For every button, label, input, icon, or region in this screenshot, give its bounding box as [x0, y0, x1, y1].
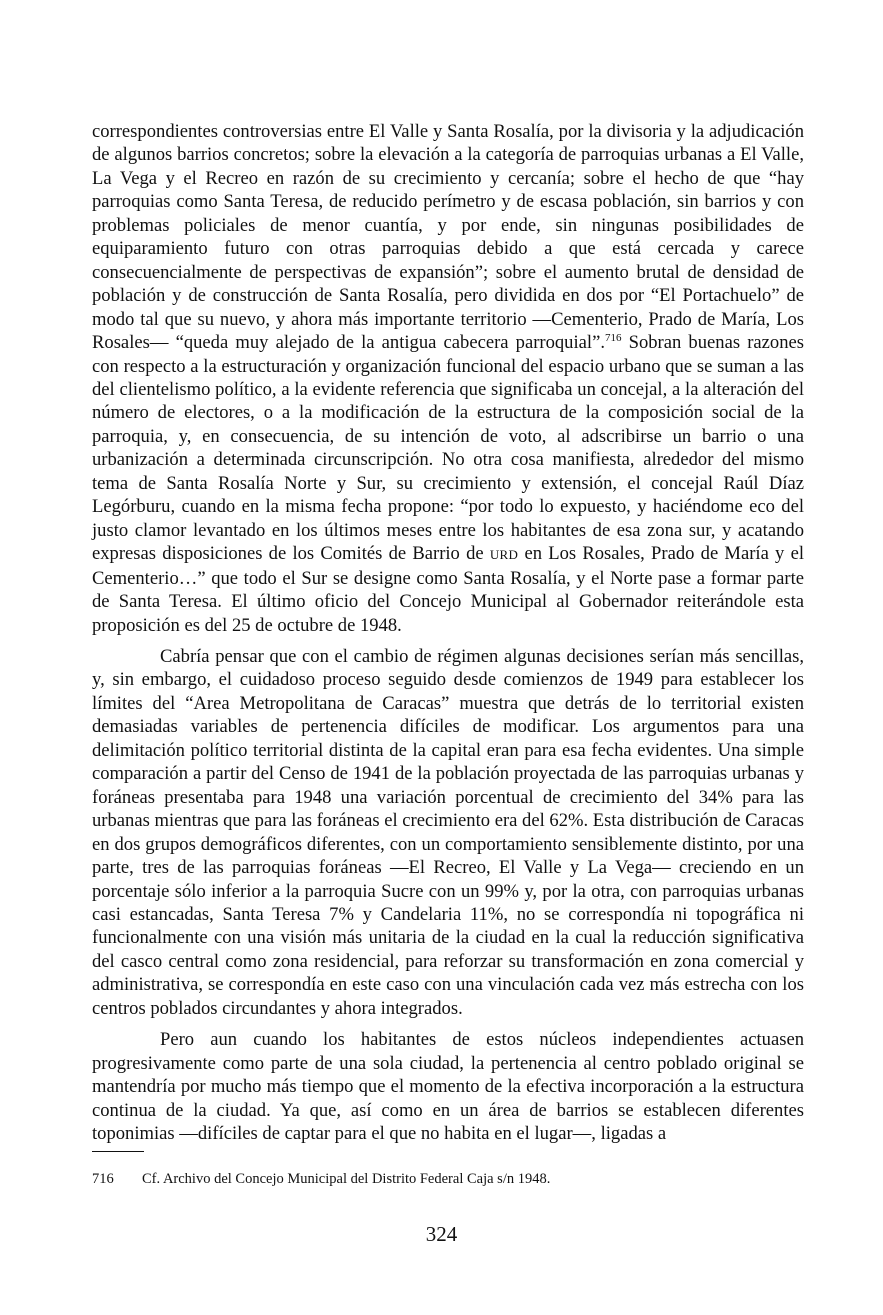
paragraph-1-text-a: correspondientes controversias entre El Valle y Santa Rosalía, por la divisoria y la adjudicación de algunos barrios concretos; sobre la elevación a la categoría de parroquias urbanas a El Valle, La Vega y el Recreo en razón de su crecimiento y cercanía; sobre el hecho de que “hay parroquias como Santa Teresa, de reducido perímetro y de escasa población, sin barrios y con problemas policiales de menor cuantía, y por ende, sin ningunas posibilidades de equiparamiento futuro con otras parroquias debido a que está cercada y carece consecuencialmente de perspectivas de expansión”; sobre el aumento brutal de densidad de población y de construcción de Santa Rosalía, pero dividida en dos por “El Portachuelo” de modo tal que su nuevo, y ahora más importante territorio —Cementerio, Prado de María, Los Rosales— “queda muy alejado de la antigua cabecera parroquial”. — [92, 121, 804, 354]
footnote — [92, 1170, 804, 1188]
footnote-text: Cf. Archivo del Concejo Municipal del Distrito Federal Caja s/n 1948. — [142, 1171, 551, 1187]
footnote-reference[interactable]: 716 — [604, 331, 622, 344]
page-number: 324 — [425, 1222, 458, 1246]
paragraph-2: Cabría pensar que con el cambio de régimen algunas decisiones serían más sencillas, y, sin embargo, el cuidadoso proceso seguido desde comienzos de 1949 para establecer los límites del “Area Metropolitana de Caracas” muestra que detrás de lo territorial existen demasiadas variables de pertenencia difíciles de modificar. Los argumentos para una delimitación político territorial distinta de la capital eran para esa fecha evidentes. Una simple comparación a partir del Censo de 1941 de la población proyectada de las parroquias urbanas y foráneas presentaba para 1948 una variación porcentual de crecimiento del 34% para las urbanas mientras que para las foráneas el crecimiento era del 62%. Esta distribución de Caracas en dos grupos demográficos diferentes, con un comportamiento sensiblemente distinto, por una parte, tres de las parroquias foráneas —El Recreo, El Valle y La Vega— creciendo en un porcentaje sólo inferior a la parroquia Sucre con un 99% y, por la otra, con parroquias urbanas casi estancadas, Santa Teresa 7% y Candelaria 11%, no se correspondía ni topográfica ni funcionalmente con una visión más unitaria de la ciudad en la cual la reducción significativa del casco central como zona residencial, para reforzar su transformación en zona comercial y administrativa, se correspondía en este caso con una vinculación cada vez más estrecha con los centros poblados circundantes y ahora integrados. — [92, 645, 804, 1019]
footnote-number: 716 — [92, 1171, 114, 1187]
paragraph-1 — [92, 120, 804, 637]
paragraph-1-text-b: Sobran buenas razones con respecto a la estructuración y organización funcional del espacio urbano que se suman a las del clientelismo político, a la evidente referencia que significaba un concejal, a la alteración del número de electores, o a la modificación de la estructura de la composición social de la parroquia, y, en consecuencia, de su intención de voto, al adscribirse un barrio o una urbanización a determinada circunscripción. No otra cosa manifiesta, alrededor del mismo tema de Santa Rosalía Norte y Sur, su crecimiento y extensión, el concejal Raúl Díaz Legórburu, cuando en la misma fecha propone: “por todo lo expuesto, y haciéndome eco del justo clamor levantado en los últimos meses entre los habitantes de esa zona sur, y acatando expresas disposiciones de los Comités de Barrio de — [92, 332, 804, 565]
paragraph-3: Pero aun cuando los habitantes de estos núcleos independientes actuasen progresivamente como parte de una sola ciudad, la pertenencia al centro poblado original se mantendría por mucho más tiempo que el momento de la efectiva incorporación a la estructura continua de la ciudad. Ya que, así como en un área de barrios se establecen diferentes toponimias —difíciles de captar para el que no habita en el lugar—, ligadas a — [92, 1029, 804, 1145]
paragraph-1-text-c: en Los Rosales, Prado de María y el Cementerio…” que todo el Sur se designe como Santa Rosalía, y el Norte pase a formar parte de Santa Teresa. El último oficio del Concejo Municipal al Gobernador reiterándole esta proposición es del 25 de octubre de 1948. — [92, 543, 804, 636]
urd-acronym: URD — [489, 547, 519, 563]
footnote-divider — [92, 1151, 144, 1152]
page-body — [92, 120, 804, 1145]
